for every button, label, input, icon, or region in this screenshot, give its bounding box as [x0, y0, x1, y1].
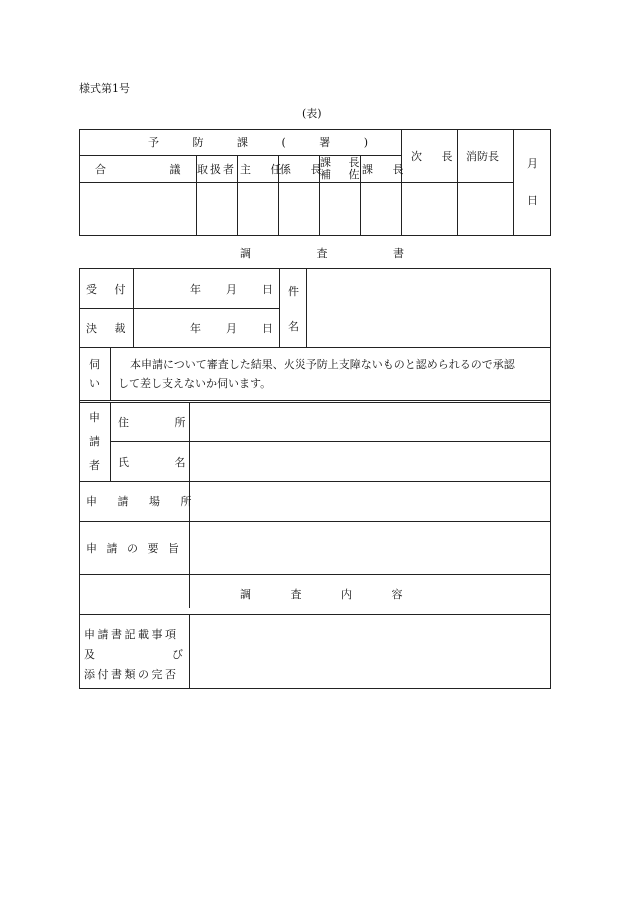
documents-line3: 添付書類の完否: [84, 668, 179, 681]
jicho-label: 次 長: [411, 150, 453, 163]
documents-line2-right: び: [172, 648, 183, 661]
survey-table: [79, 268, 551, 689]
reception-vline: [133, 268, 134, 347]
approval-vline: [401, 129, 402, 236]
kacho-label: 課 長: [362, 163, 404, 176]
approval-vline: [360, 155, 361, 236]
form-number: 様式第1号: [79, 82, 130, 95]
applicant-vline: [110, 402, 111, 481]
month-label: 月: [527, 157, 538, 170]
inquiry-vline: [110, 347, 111, 401]
applicant-char-2: 請: [89, 435, 100, 448]
documents-line2-left: 及: [84, 648, 95, 661]
content-title: 調 査 内 容: [240, 588, 403, 601]
kacho-hosa-top: 課 長: [320, 156, 360, 169]
reception-bottom: [79, 347, 551, 348]
reception-divider: [79, 308, 279, 309]
kakaricho-label: 係 長: [280, 163, 322, 176]
shunin-label: 主 任: [240, 163, 282, 176]
uketsuke-year: 年: [190, 283, 201, 296]
uketsuke-month: 月: [226, 283, 237, 296]
kessai-month: 月: [226, 322, 237, 335]
location-label: 申 請 場 所: [86, 495, 192, 508]
kacho-hosa-bottom: 補 佐: [320, 168, 360, 181]
toriatsukai-label: 取扱者: [197, 163, 236, 176]
applicant-divider: [110, 441, 551, 442]
survey-title: 調 査 書: [240, 247, 404, 260]
inquiry-label-top: 伺: [89, 358, 100, 371]
applicant-char-1: 申: [89, 411, 100, 424]
shoubouchou-label: 消防長: [466, 150, 499, 163]
applicant-char-3: 者: [89, 459, 100, 472]
location-bottom: [79, 521, 551, 522]
uketsuke-label: 受 付: [86, 283, 126, 296]
kessai-day: 日: [262, 322, 273, 335]
reception-vline: [279, 268, 280, 347]
gougi-label: 合 議: [95, 163, 181, 176]
documents-vline: [189, 614, 190, 689]
content-title-bottom: [79, 614, 551, 615]
inquiry-text-line1: 本申請について審査した結果、火災予防上支障ないものと認められるので承認: [130, 358, 515, 371]
summary-bottom: [79, 574, 551, 575]
day-label: 日: [527, 194, 538, 207]
kenmei-bottom: 名: [288, 320, 299, 333]
approval-divider-2: [79, 182, 513, 183]
summary-label: 申 請 の 要 旨: [86, 542, 179, 555]
approval-vline: [237, 155, 238, 236]
inquiry-text-line2: して差し支えないか伺います。: [118, 377, 272, 390]
approval-vline: [457, 129, 458, 236]
address-label: 住 所: [118, 416, 186, 429]
kessai-label: 決 裁: [86, 322, 126, 335]
uketsuke-day: 日: [262, 283, 273, 296]
inquiry-label-bottom: い: [89, 377, 100, 390]
kenmei-top: 件: [288, 285, 299, 298]
side-label: (表): [302, 107, 322, 120]
applicant-bottom: [79, 481, 551, 482]
name-label: 氏 名: [118, 456, 186, 469]
approval-vline: [513, 129, 514, 236]
dept-label: 予 防 課 ( 署 ): [148, 136, 369, 149]
reception-vline: [306, 268, 307, 347]
documents-line1: 申請書記載事項: [84, 628, 179, 641]
inquiry-double-rule: [79, 400, 551, 403]
kessai-year: 年: [190, 322, 201, 335]
